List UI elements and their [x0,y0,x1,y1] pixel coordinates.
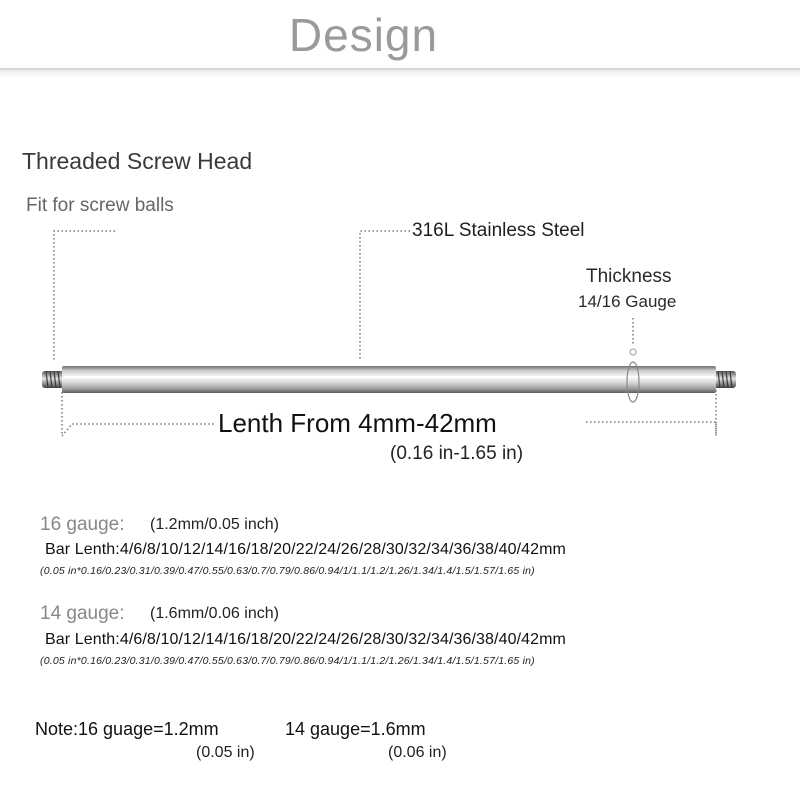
gauge-16-bar-lengths-inches: (0.05 in*0.16/0.23/0.31/0.39/0.47/0.55/0.63/0.7/0.79/0.86/0.94/1/1.1/1.2/1.26/1.34/1.4/1.5/1.57/1.65 in) [40,565,535,577]
material-leader [360,231,410,360]
length-range-inches: (0.16 in-1.65 in) [390,443,524,464]
gauge-14-label: 14 gauge: [40,603,125,624]
note-16-gauge: Note:16 guage=1.2mm [35,719,219,739]
callout-leaders [54,231,716,436]
gauge-14-bar-lengths-inches: (0.05 in*0.16/0.23/0.31/0.39/0.47/0.55/0.63/0.7/0.79/0.86/0.94/1/1.1/1.2/1.26/1.34/1.4/1.5/1.57/1.65 in) [40,655,535,667]
thickness-dot [630,349,636,355]
thickness-gauge-callout: 14/16 Gauge [578,292,677,311]
thickness-callout: Thickness [586,266,672,287]
length-leader-left [62,392,214,436]
length-range: Lenth From 4mm-42mm [218,408,497,438]
gauge-16-value: (1.2mm/0.05 inch) [150,516,279,533]
barbell-shaft [62,366,716,393]
gauge-14-value: (1.6mm/0.06 inch) [150,605,279,622]
gauge-16-bar-lengths: Bar Lenth:4/6/8/10/12/14/16/18/20/22/24/26/28/30/32/34/36/38/40/42mm [45,541,566,558]
note-14-gauge-inches: (0.06 in) [388,744,447,761]
length-leader-right [586,422,716,436]
gauge-16-label: 16 gauge: [40,514,125,535]
screw-balls-callout: Fit for screw balls [26,195,174,216]
material-callout: 316L Stainless Steel [412,220,585,241]
screw-balls-leader [54,231,115,362]
note-16-gauge-inches: (0.05 in) [196,744,255,761]
gauge-14-bar-lengths: Bar Lenth:4/6/8/10/12/14/16/18/20/22/24/26/28/30/32/34/36/38/40/42mm [45,631,566,648]
left-thread [42,371,64,388]
right-thread [714,371,736,388]
note-14-gauge: 14 gauge=1.6mm [285,719,426,739]
screw-head-callout: Threaded Screw Head [22,148,253,174]
page-title: Design [288,9,439,61]
